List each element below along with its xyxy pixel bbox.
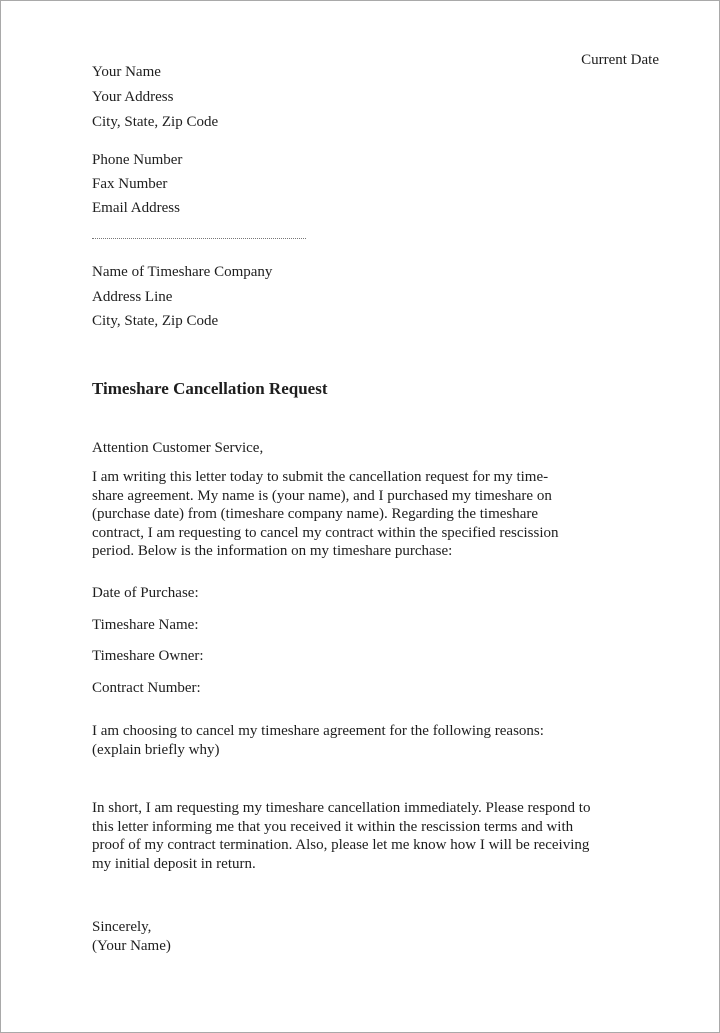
purchase-info-fields	[92, 584, 672, 710]
recipient-address: Address Line	[92, 288, 173, 305]
paragraph-line: period. Below is the information on my timeshare purchase:	[92, 543, 453, 559]
reasons-paragraph	[92, 722, 672, 759]
dotted-divider	[92, 238, 306, 239]
sender-city-state-zip: City, State, Zip Code	[92, 114, 219, 130]
recipient-city-state-zip: City, State, Zip Code	[92, 313, 219, 329]
current-date: Current Date	[581, 52, 659, 68]
sender-phone: Phone Number	[92, 152, 183, 168]
closing-block	[92, 918, 672, 955]
paragraph-line: this letter informing me that you received it within the rescission terms and with	[92, 818, 574, 835]
paragraph-line: contract, I am requesting to cancel my contract within the specified rescission	[92, 524, 559, 541]
paragraph-line: (purchase date) from (timeshare company name). Regarding the timeshare	[92, 506, 539, 522]
sender-fax: Fax Number	[92, 176, 168, 192]
field-timeshare-owner: Timeshare Owner:	[92, 648, 204, 664]
summary-paragraph	[92, 799, 672, 873]
sender-contact-block	[92, 151, 182, 223]
paragraph-line: my initial deposit in return.	[92, 855, 256, 872]
letter-title: Timeshare Cancellation Request	[92, 379, 328, 398]
paragraph-line: share agreement. My name is (your name), and I purchased my timeshare on	[92, 487, 552, 504]
sender-email: Email Address	[92, 200, 180, 216]
sender-address: Your Address	[92, 89, 174, 105]
field-date-of-purchase: Date of Purchase:	[92, 585, 199, 601]
closing-salutation: Sincerely,	[92, 919, 152, 935]
intro-paragraph	[92, 468, 672, 561]
paragraph-line: I am choosing to cancel my timeshare agreement for the following reasons:	[92, 723, 544, 739]
paragraph-line: proof of my contract termination. Also, please let me know how I will be receiving	[92, 837, 590, 853]
paragraph-line: (explain briefly why)	[92, 741, 220, 758]
field-timeshare-name: Timeshare Name:	[92, 616, 199, 633]
recipient-company: Name of Timeshare Company	[92, 264, 273, 280]
greeting: Attention Customer Service,	[92, 440, 264, 456]
closing-signature-name: (Your Name)	[92, 937, 171, 954]
recipient-address-block	[92, 263, 272, 337]
field-contract-number: Contract Number:	[92, 679, 201, 696]
sender-name: Your Name	[92, 64, 161, 80]
paragraph-line: I am writing this letter today to submit the cancellation request for my time-	[92, 469, 549, 485]
paragraph-line: In short, I am requesting my timeshare cancellation immediately. Please respond to	[92, 800, 591, 816]
sender-address-block	[92, 63, 218, 138]
